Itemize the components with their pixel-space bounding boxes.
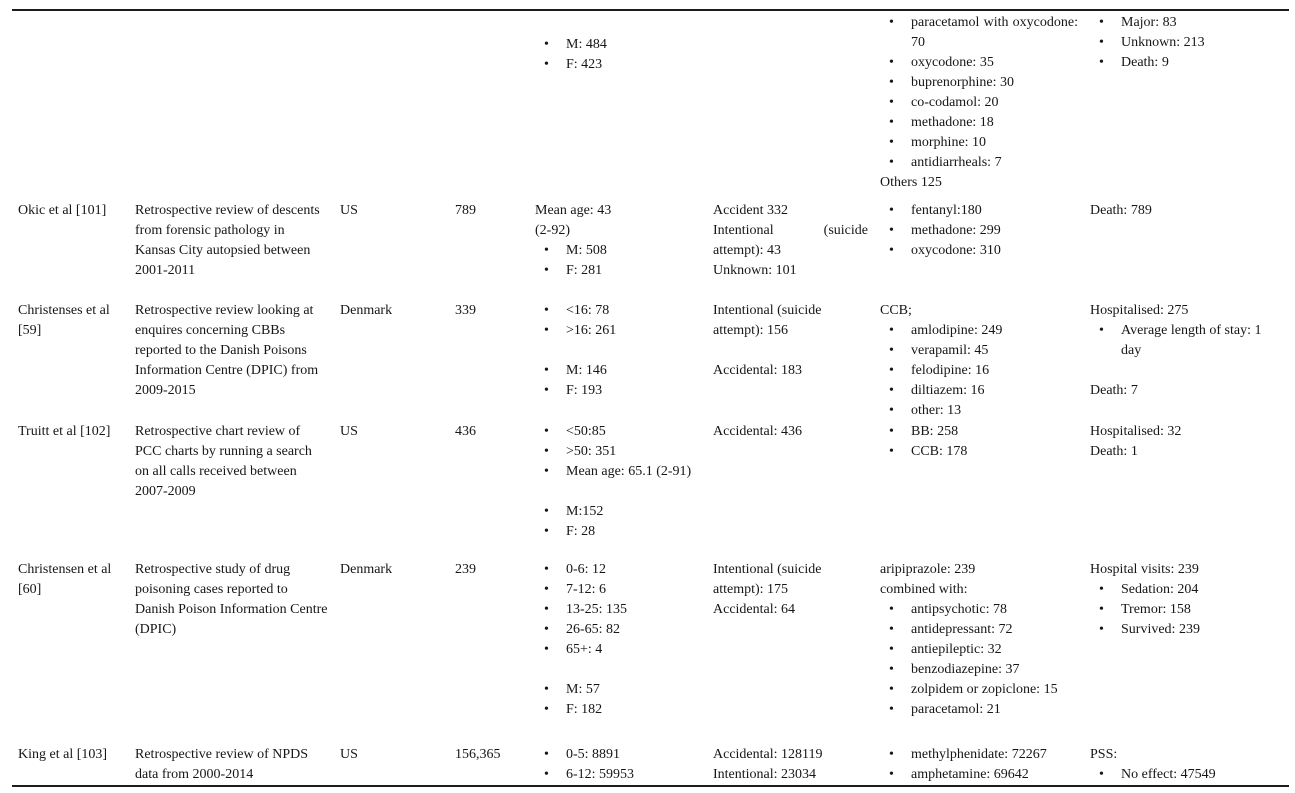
drug-item: • antiepileptic: 32 (880, 640, 1078, 660)
drug-item: • oxycodone: 310 (880, 241, 1078, 261)
n-cell (455, 560, 535, 580)
spacer (535, 660, 701, 680)
age-item: • 0-5: 8891 (535, 745, 701, 765)
drug-item: • morphine: 10 (880, 133, 1078, 153)
age-item: • 6-12: 59953 (535, 765, 701, 785)
drug-item: • zolpidem or zopiclone: 15 (880, 680, 1078, 700)
country-cell (340, 745, 455, 765)
age-item: • M: 508 (535, 241, 701, 261)
drug-item: • amlodipine: 249 (880, 321, 1078, 341)
drug-item: • antidiarrheals: 7 (880, 153, 1078, 173)
age-item: • 65+: 4 (535, 640, 701, 660)
description-text: Retrospective review of descents from forensic pathology in Kansas City autopsied between 2001-2011 (135, 203, 320, 278)
age-item: • F: 423 (535, 55, 701, 75)
age-item: • M:152 (535, 502, 701, 522)
drug-item: • amphetamine: 69642 (880, 765, 1078, 785)
drug-item: • antidepressant: 72 (880, 620, 1078, 640)
country-cell (340, 422, 455, 442)
drugs-cell (880, 13, 1090, 193)
outcome-item: • Survived: 239 (1090, 620, 1278, 640)
drug-item: • BB: 258 (880, 422, 1078, 442)
study-cell (18, 201, 135, 221)
drug-item: • antipsychotic: 78 (880, 600, 1078, 620)
age-item: • F: 281 (535, 261, 701, 281)
drug-item: • buprenorphine: 30 (880, 73, 1078, 93)
sample-size: 239 (455, 562, 476, 577)
intent-item: Accidental: 436 (713, 424, 803, 439)
description-cell (135, 201, 340, 281)
age-gender-cell (535, 560, 713, 720)
drugs-cell (880, 422, 1090, 462)
age-item: • 7-12: 6 (535, 580, 701, 600)
outcome-item: Death: 7 (1090, 383, 1138, 398)
sample-size: 789 (455, 203, 476, 218)
drug-item: • fentanyl:180 (880, 201, 1078, 221)
country: US (340, 747, 358, 762)
intent-item: Intentional (suicide attempt): 175 (713, 562, 822, 597)
outcome-item: • Sedation: 204 (1090, 580, 1278, 600)
spacer (535, 13, 701, 35)
age-gender-cell (535, 301, 713, 401)
outcomes-cell (1090, 745, 1290, 785)
spacer (535, 482, 701, 502)
outcome-item: Hospital visits: 239 (1090, 562, 1199, 577)
age-item: • 26-65: 82 (535, 620, 701, 640)
study-cell (18, 560, 135, 600)
n-cell (455, 745, 535, 765)
outcome-item: Hospitalised: 275 (1090, 303, 1189, 318)
age-gender-cell (535, 745, 713, 785)
country: Denmark (340, 562, 393, 577)
studies-table (0, 11, 1295, 785)
spacer (1090, 361, 1278, 381)
table-bottom-rule (12, 785, 1289, 787)
description-text: Retrospective study of drug poisoning cases reported to Danish Poison Information Centre (DPIC) (135, 562, 328, 637)
n-cell (455, 301, 535, 321)
intent-item: Accident 332 (713, 203, 789, 218)
outcome-item: Death: 789 (1090, 203, 1152, 218)
outcome-item: • Tremor: 158 (1090, 600, 1278, 620)
age-gender-cell (535, 201, 713, 281)
age-item: • M: 146 (535, 361, 701, 381)
outcomes-cell (1090, 422, 1290, 462)
drug-item: • benzodiazepine: 37 (880, 660, 1078, 680)
drugs-cell (880, 745, 1090, 785)
table-row (18, 422, 1295, 560)
outcome-item: • Death: 9 (1090, 53, 1278, 73)
drugs-cell (880, 301, 1090, 421)
intent-item: Accidental: 64 (713, 602, 796, 617)
spacer (713, 341, 868, 361)
age-gender-cell (535, 13, 713, 75)
intent-cell (713, 560, 880, 620)
sample-size: 436 (455, 424, 476, 439)
country: US (340, 424, 358, 439)
intent-cell (713, 745, 880, 785)
drug-item: • other: 13 (880, 401, 1078, 421)
study-ref: King et al [103] (18, 747, 108, 762)
drug-item: • felodipine: 16 (880, 361, 1078, 381)
table-row (18, 201, 1295, 301)
drug-item: • methylphenidate: 72267 (880, 745, 1078, 765)
country-cell (340, 560, 455, 580)
description-cell (135, 422, 340, 502)
sample-size: 156,365 (455, 747, 501, 762)
age-item: • M: 57 (535, 680, 701, 700)
outcome-item: • Average length of stay: 1 day (1090, 321, 1278, 361)
drug-item: • CCB: 178 (880, 442, 1078, 462)
study-cell (18, 745, 135, 765)
drug-item: aripiprazole: 239 (880, 562, 976, 577)
intent-item: Unknown: 101 (713, 263, 797, 278)
intent-cell (713, 201, 880, 281)
age-item: • 13-25: 135 (535, 600, 701, 620)
outcomes-cell (1090, 201, 1290, 221)
drug-item: combined with: (880, 582, 968, 597)
outcomes-cell (1090, 13, 1290, 73)
n-cell (455, 201, 535, 221)
outcome-item: PSS: (1090, 747, 1118, 762)
spacer (535, 341, 701, 361)
table-row (18, 745, 1295, 785)
outcome-item: • No effect: 47549 (1090, 765, 1278, 785)
intent-item: Intentional (suicide attempt): 156 (713, 303, 822, 338)
description-text: Retrospective chart review of PCC charts by running a search on all calls received between 2007-2009 (135, 424, 312, 499)
age-gender-cell (535, 422, 713, 542)
country-cell (340, 201, 455, 221)
drug-item: • methadone: 18 (880, 113, 1078, 133)
drugs-cell (880, 201, 1090, 261)
outcome-item: Death: 1 (1090, 444, 1138, 459)
intent-item: Accidental: 128119 (713, 747, 823, 762)
table-row (18, 301, 1295, 422)
drug-item: • co-codamol: 20 (880, 93, 1078, 113)
description-text: Retrospective review looking at enquires concerning CBBs reported to the Danish Poisons Information Centre (DPIC) from 2009-2015 (135, 303, 319, 398)
age-item: • F: 28 (535, 522, 701, 542)
drug-item: • verapamil: 45 (880, 341, 1078, 361)
age-item: Mean age: 43 (535, 203, 612, 218)
outcome-item: • Unknown: 213 (1090, 33, 1278, 53)
drugs-cell (880, 560, 1090, 720)
age-item: • F: 193 (535, 381, 701, 401)
table-row (18, 560, 1295, 745)
description-cell (135, 301, 340, 401)
study-cell (18, 422, 135, 442)
drug-item: • diltiazem: 16 (880, 381, 1078, 401)
age-item: • <16: 78 (535, 301, 701, 321)
intent-cell (713, 301, 880, 381)
age-item: • >50: 351 (535, 442, 701, 462)
description-text: Retrospective review of NPDS data from 2000-2014 (135, 747, 309, 782)
country: US (340, 203, 358, 218)
study-ref: Christensen et al [60] (18, 562, 112, 597)
country: Denmark (340, 303, 393, 318)
age-item: • 0-6: 12 (535, 560, 701, 580)
outcomes-cell (1090, 560, 1290, 640)
age-item: (2-92) (535, 223, 570, 238)
outcome-item: • Major: 83 (1090, 13, 1278, 33)
study-ref: Okic et al [101] (18, 203, 107, 218)
age-item: • M: 484 (535, 35, 701, 55)
drug-item: Others 125 (880, 175, 942, 190)
age-item: • F: 182 (535, 700, 701, 720)
intent-item: Intentional (suicide attempt): 43 (713, 223, 868, 258)
description-cell (135, 560, 340, 640)
outcome-item: Hospitalised: 32 (1090, 424, 1182, 439)
drug-item: • methadone: 299 (880, 221, 1078, 241)
age-item: • <50:85 (535, 422, 701, 442)
n-cell (455, 422, 535, 442)
study-ref: Christenses et al [59] (18, 303, 110, 338)
country-cell (340, 301, 455, 321)
study-ref: Truitt et al [102] (18, 424, 111, 439)
drug-item: • paracetamol: 21 (880, 700, 1078, 720)
study-cell (18, 301, 135, 341)
table-row (18, 13, 1295, 201)
intent-cell (713, 422, 880, 442)
outcomes-cell (1090, 301, 1290, 401)
intent-item: Intentional: 23034 (713, 767, 817, 782)
drug-item: • paracetamol with oxycodone: 70 (880, 13, 1078, 53)
description-cell (135, 745, 340, 785)
age-item: • Mean age: 65.1 (2-91) (535, 462, 701, 482)
drug-item: • oxycodone: 35 (880, 53, 1078, 73)
age-item: • >16: 261 (535, 321, 701, 341)
drug-item: CCB; (880, 303, 912, 318)
sample-size: 339 (455, 303, 476, 318)
intent-item: Accidental: 183 (713, 363, 803, 378)
